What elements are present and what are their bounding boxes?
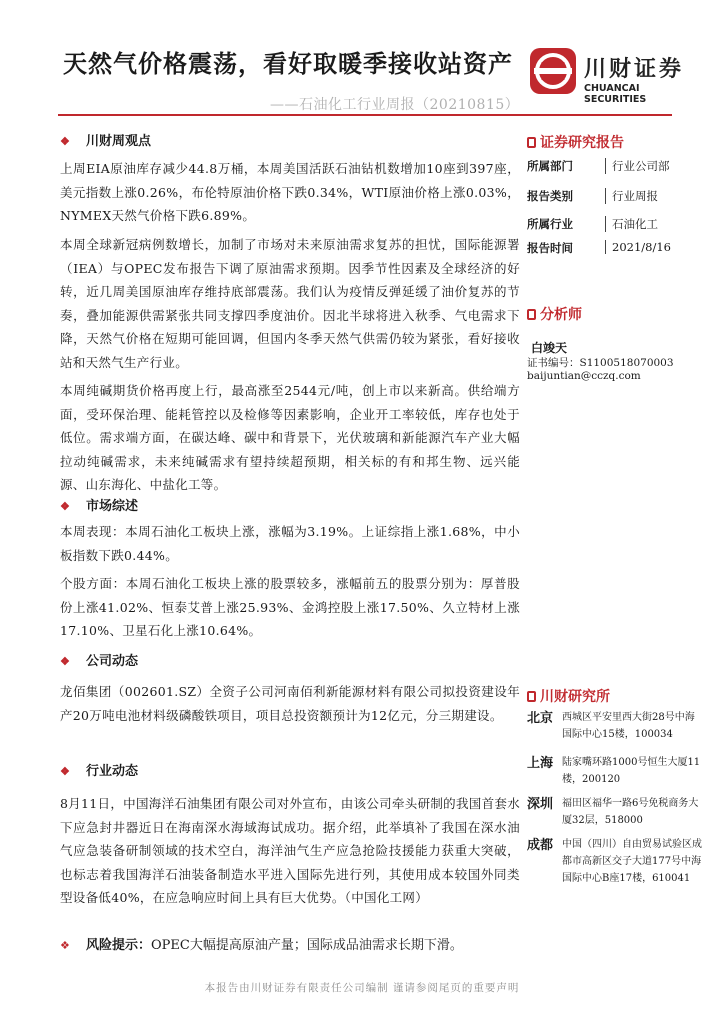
- diamond-bullet-icon: ❖: [60, 135, 70, 148]
- diamond-bullet-icon: ❖: [60, 765, 70, 778]
- company-logo: [528, 46, 698, 105]
- section-heading-industry-news: ❖ 行业动态: [60, 764, 139, 779]
- logo-chinese-text: 川财证券: [584, 57, 685, 82]
- info-value: 2021/8/16: [605, 240, 695, 254]
- section-heading-market-review: ❖ 市场综述: [60, 499, 139, 514]
- sidebar-heading-report: 证券研究报告: [527, 132, 624, 152]
- document-icon: [527, 691, 536, 702]
- office-city: 北京: [527, 711, 554, 726]
- info-key: 所属行业: [527, 217, 573, 231]
- risk-warning: ❖ 风险提示：OPEC大幅提高原油产量；国际成品油需求长期下滑。: [60, 938, 463, 953]
- paragraph: 龙佰集团（002601.SZ）全资子公司河南佰利新能源材料有限公司拟投资建设年产20万吨电池材料级磷酸铁项目，项目总投资额预计为12亿元，分三期建设。: [60, 684, 520, 723]
- analyst-name: 白竣天: [530, 341, 567, 355]
- analyst-email[interactable]: baijuntian@cczq.com: [527, 370, 641, 382]
- header-divider: [58, 114, 672, 116]
- document-icon: [527, 309, 536, 320]
- logo-icon: [528, 46, 578, 96]
- info-value: 行业公司部: [605, 158, 695, 174]
- office-address: 中国（四川）自由贸易试验区成都市高新区交子大道177号中海国际中心B座17楼，610041: [562, 839, 702, 884]
- sidebar-heading-institute: 川财研究所: [527, 686, 610, 706]
- paragraph: 本周纯碱期货价格再度上行，最高涨至2544元/吨，创上市以来新高。供给端方面，受环保治理、能耗管控以及检修等因素影响，企业开工率较低，库存也处于低位。需求端方面，在碳达峰、碳中和背景下，光伏玻璃和新能源汽车产业大幅拉动纯碱需求，未来纯碱需求有望持续超预期，相关标的有和邦生物、远兴能源、山东海化、中盐化工等。: [60, 383, 520, 492]
- info-key: 报告时间: [527, 241, 573, 255]
- report-subtitle: ——石油化工行业周报（20210815）: [270, 97, 520, 113]
- report-title: 天然气价格震荡，看好取暖季接收站资产: [63, 49, 513, 78]
- paragraph: 个股方面：本周石油化工板块上涨的股票较多，涨幅前五的股票分别为：厚普股份上涨41.02%、恒泰艾普上涨25.93%、金鸿控股上涨17.50%、久立特材上涨17.10%、卫星石化上涨10.64%。: [60, 576, 520, 638]
- paragraph: 上周EIA原油库存减少44.8万桶，本周美国活跃石油钻机数增加10座到397座，美元指数上涨0.26%，布伦特原油价格下跌0.34%，WTI原油价格上涨0.03%，NYMEX天然气价格下跌6.89%。: [60, 161, 520, 223]
- paragraph: 本周全球新冠病例数增长，加制了市场对未来原油需求复苏的担忧，国际能源署（IEA）与OPEC发布报告下调了原油需求预期。因季节性因素及全球经济的好转，近几周美国原油库存维持底部震荡。我们认为疫情反弹延缓了油价复苏的节奏，叠加能源供需紧张共同支撑四季度油价。因北半球将进入秋季、气电需求下降，天然气价格在短期可能回调，但国内冬季天然气供需仍较为紧张，看好接收站和天然气生产行业。: [60, 237, 520, 370]
- office-city: 成都: [527, 838, 554, 853]
- sidebar-heading-analyst: 分析师: [527, 304, 582, 324]
- diamond-bullet-icon: ❖: [60, 500, 70, 513]
- office-address: 陆家嘴环路1000号恒生大厦11楼，200120: [562, 757, 701, 785]
- paragraph: 本周表现：本周石油化工板块上涨，涨幅为3.19%。上证综指上涨1.68%，中小板指数下跌0.44%。: [60, 524, 520, 563]
- info-key: 报告类别: [527, 189, 573, 203]
- analyst-certificate: 证书编号：S1100518070003: [527, 357, 674, 369]
- office-city: 上海: [527, 756, 554, 771]
- paragraph: 8月11日，中国海洋石油集团有限公司对外宣布，由该公司牵头研制的我国首套水下应急封井器近日在海南深水海域海试成功。据介绍，此举填补了我国在深水油气应急装备研制领域的技术空白，海洋油气生产应急抢险技援能力获重大突破，也标志着我国海洋石油装备制造水平进入国际先进行列，其使用成本较国外同类型设备低40%，在应急响应时间上具有巨大优势。（中国化工网）: [60, 796, 520, 905]
- diamond-bullet-icon: ❖: [60, 939, 70, 952]
- office-city: 深圳: [527, 797, 554, 812]
- office-address: 西城区平安里西大街28号中海国际中心15楼，100034: [562, 712, 695, 740]
- info-key: 所属部门: [527, 159, 573, 173]
- section-heading-company-news: ❖ 公司动态: [60, 654, 139, 669]
- section-heading-weekly-view: ❖ 川财周观点: [60, 134, 152, 149]
- logo-english-text: CHUANCAI SECURITIES: [584, 83, 647, 105]
- document-icon: [527, 137, 536, 148]
- page-footer: 本报告由川财证券有限责任公司编制 谨请参阅尾页的重要声明: [204, 982, 520, 994]
- info-value: 行业周报: [605, 188, 695, 204]
- office-address: 福田区福华一路6号免税商务大厦32层，518000: [562, 798, 699, 826]
- info-value: 石油化工: [605, 216, 695, 232]
- diamond-bullet-icon: ❖: [60, 655, 70, 668]
